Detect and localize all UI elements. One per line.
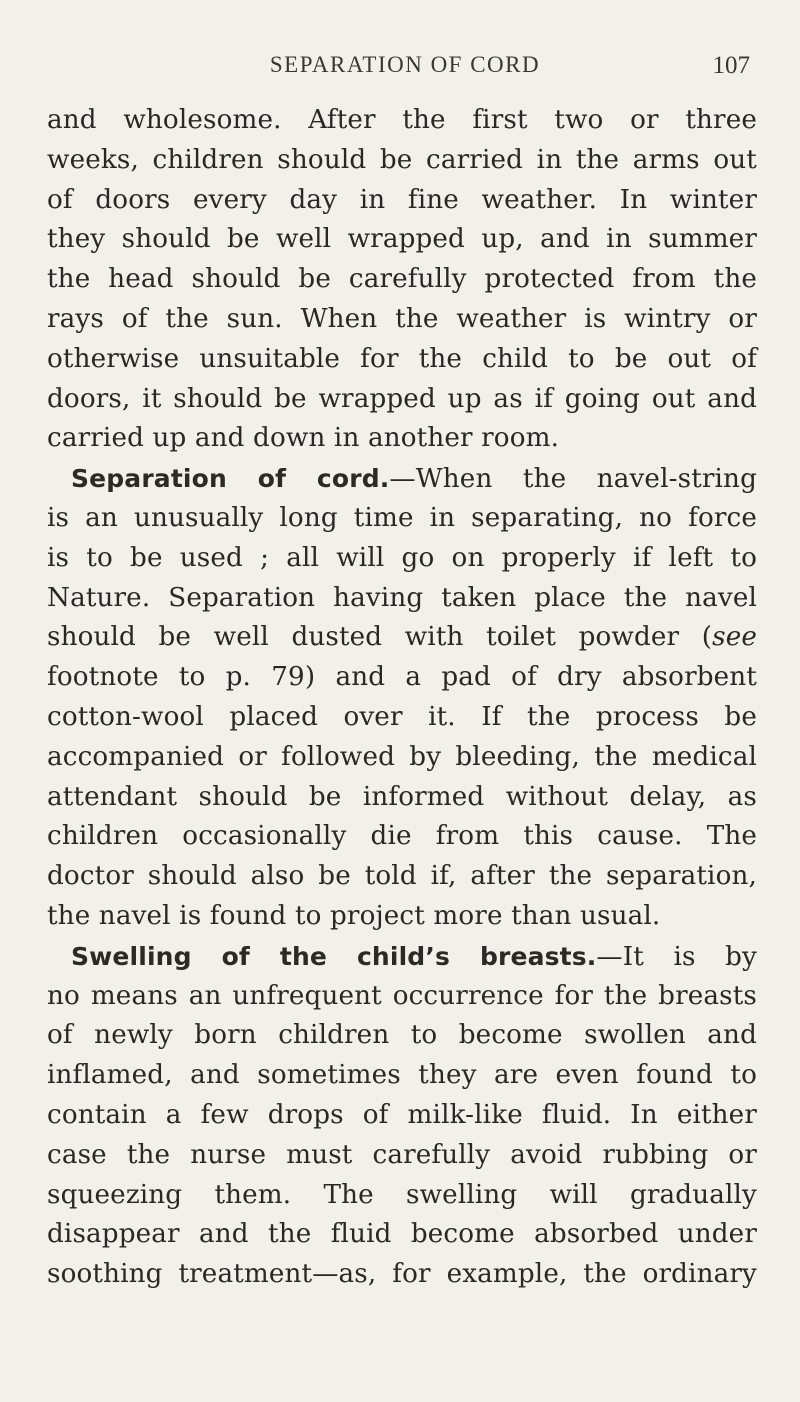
text-line: contain a few drops of milk-like fluid. In either [47, 1099, 757, 1130]
text-line: carried up and down in another room. [47, 423, 560, 454]
text-line: case the nurse must carefully avoid rubbing or [47, 1139, 757, 1170]
running-head [60, 52, 750, 88]
text-line: they should be well wrapped up, and in summer [47, 224, 757, 255]
body-text [47, 101, 757, 1295]
italic-text: see [712, 622, 757, 653]
text-line: of newly born children to become swollen and [47, 1020, 757, 1051]
text-line: weeks, children should be carried in the arms out [47, 144, 757, 175]
text-line: is an unusually long time in separating, no force [47, 502, 757, 533]
text-line: cotton-wool placed over it. If the process be [47, 701, 757, 732]
text-line: the navel is found to project more than usual. [47, 900, 661, 931]
page-number: 107 [712, 52, 750, 79]
text-run: —It is by [596, 941, 757, 972]
running-title: SEPARATION OF CORD [269, 52, 541, 77]
text-line: and wholesome. After the first two or three [47, 105, 757, 135]
paragraph-swelling-of-breasts [47, 937, 757, 977]
paragraph-separation-of-cord [47, 459, 757, 499]
text-line: accompanied or followed by bleeding, the medical [47, 741, 757, 772]
text-line [47, 618, 757, 658]
text-run: —When the navel-string [389, 464, 757, 495]
text-line: Nature. Separation having taken place the navel [47, 582, 757, 613]
text-line: disappear and the fluid become absorbed under [47, 1219, 757, 1250]
text-line: soothing treatment—as, for example, the ordinary [47, 1259, 757, 1290]
text-line: squeezing them. The swelling will gradually [47, 1179, 757, 1210]
text-line: rays of the sun. When the weather is wintry or [47, 303, 757, 334]
text-line: footnote to p. 79) and a pad of dry absorbent [47, 662, 757, 693]
text-line: no means an unfrequent occurrence for the breasts [47, 980, 757, 1011]
text-line: children occasionally die from this cause. The [47, 821, 757, 852]
section-heading-separation: Separation of cord. [71, 464, 390, 494]
text-line: doors, it should be wrapped up as if going out and [47, 383, 757, 414]
text-line: of doors every day in fine weather. In winter [47, 184, 757, 215]
text-line: is to be used ; all will go on properly if left to [47, 542, 757, 573]
text-line: inflamed, and sometimes they are even found to [47, 1060, 757, 1091]
section-heading-swelling: Swelling of the child’s breasts. [71, 941, 597, 971]
text-line: doctor should also be told if, after the separation, [47, 861, 757, 892]
text-run: should be well dusted with toilet powder ( [47, 622, 713, 653]
text-line: otherwise unsuitable for the child to be out of [47, 343, 757, 374]
text-line: the head should be carefully protected from the [47, 264, 757, 295]
text-line: attendant should be informed without delay, as [47, 781, 757, 812]
